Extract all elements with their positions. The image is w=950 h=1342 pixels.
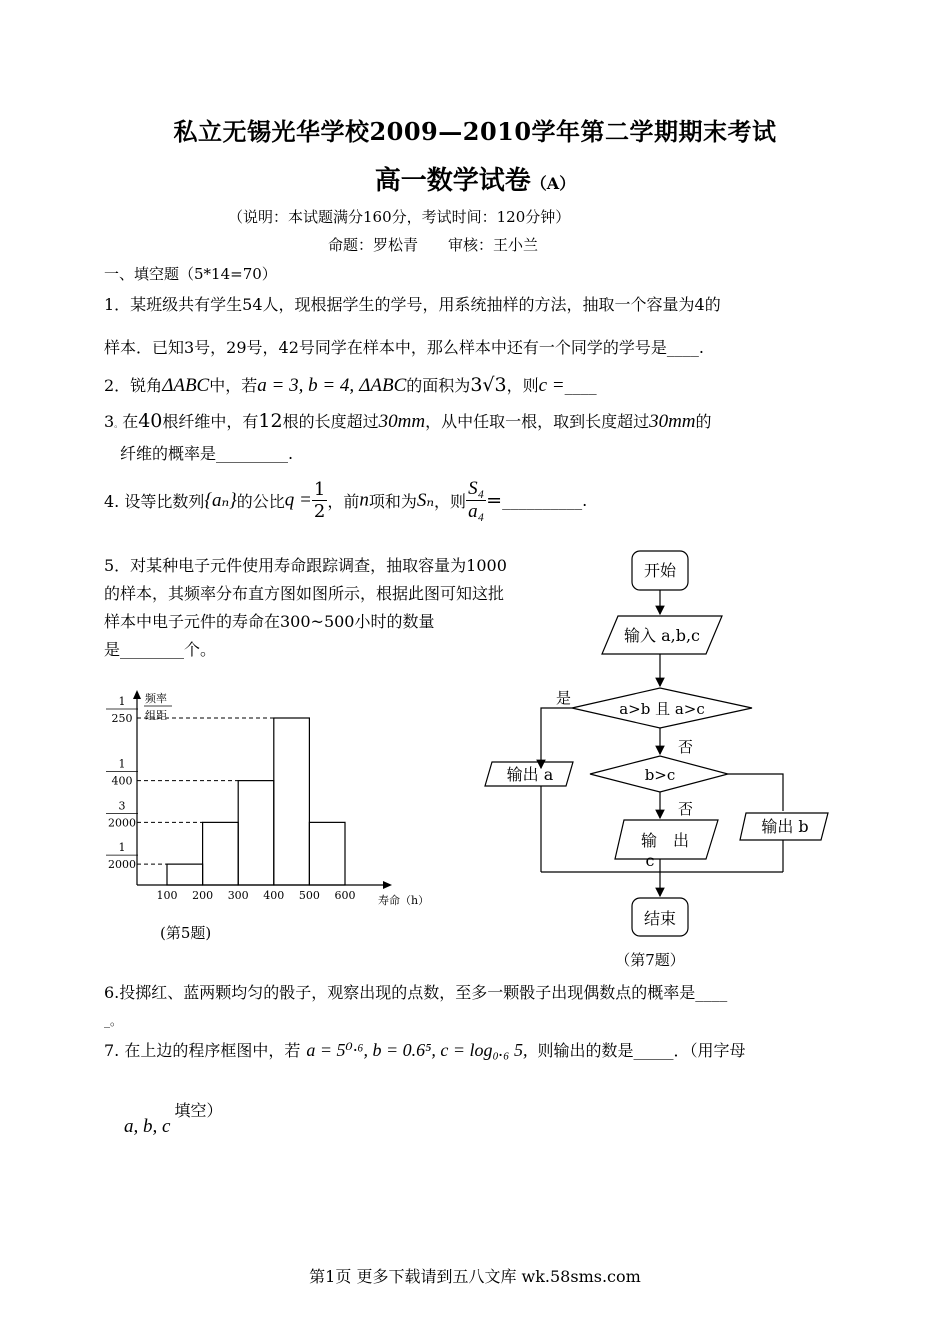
x-tick-label: 500 [298, 889, 320, 902]
q2-condition: a = 3, b = 4, [257, 375, 355, 396]
y-tick-num: 1 [118, 695, 126, 708]
q3-n40: 40 [138, 410, 163, 432]
exam-title: 私立无锡光华学校2009—2010学年第二学期期末考试 [173, 117, 777, 146]
edge-cond2-yes [728, 774, 783, 811]
y-tick-num: 1 [118, 757, 126, 771]
y-tick-den: 250 [111, 712, 133, 725]
q7-t1: 7. 在上边的程序框图中，若 [104, 1041, 301, 1060]
histogram-axes [133, 690, 392, 889]
x-tick-label: 200 [192, 889, 214, 902]
no2-label: 否 [678, 800, 694, 818]
q7-t3: 填空） [174, 1101, 223, 1120]
q3-t0: 在 [122, 412, 139, 431]
flowchart [470, 540, 830, 975]
q3-t4: 的 [695, 412, 712, 431]
start-label: 开始 [643, 561, 677, 580]
yes-label: 是 [556, 689, 572, 707]
q2-area-value: 3√3 [470, 374, 507, 396]
output-a-label: 输出 a [506, 765, 554, 784]
q4-target-num: S₄ [468, 478, 485, 499]
q4-sn: Sₙ [416, 490, 435, 511]
q2-c: c = [538, 375, 565, 396]
q7-expression: a = 5⁰·⁶, b = 0.6⁵, c = log₀.₆ 5, [306, 1040, 528, 1060]
q4-target-fraction [466, 478, 486, 523]
q4-ratio-den: 2 [313, 501, 326, 522]
q5-line4: 是________个。 [104, 640, 217, 659]
q3-n12: 12 [258, 410, 283, 432]
q4-eq: = [486, 489, 503, 512]
q6-line1: 6.投掷红、蓝两颗均匀的骰子，观察出现的点数，至多一颗骰子出现偶数点的概率是____ [104, 983, 728, 1002]
output-c-label-1: 输 出 [640, 831, 690, 850]
q4-line [104, 478, 587, 523]
flowchart-caption: （第7题） [615, 951, 685, 969]
y-tick-num: 1 [118, 841, 126, 855]
q5-line3: 样本中电子元件的寿命在300~500小时的数量 [104, 612, 435, 631]
histogram-bar [274, 718, 310, 885]
q7-line2 [124, 1098, 222, 1138]
section-heading: 一、填空题（5*14=70） [104, 265, 277, 283]
q3-length: 30mm [378, 411, 426, 432]
q2-prefix: 2．锐角 [104, 376, 163, 395]
q2-suffix: ，则 [506, 376, 539, 395]
input-label: 输入 a,b,c [623, 626, 701, 645]
end-label: 结束 [643, 909, 677, 928]
histogram-x-ticks [157, 889, 356, 902]
q3-length-2: 30mm [649, 411, 696, 432]
y-label-num: 频率 [145, 692, 167, 705]
q2-mid: 中，若 [209, 376, 258, 395]
histogram-bar [203, 822, 239, 885]
q2-blank: ____ [564, 376, 597, 395]
output-b-label: 输出 b [761, 817, 809, 836]
cond2-label: b>c [644, 766, 676, 784]
q7-vars: a, b, c [124, 1116, 171, 1137]
q4-ratio-num: 1 [313, 479, 326, 500]
q4-t4: 项和为 [368, 492, 417, 511]
x-tick-label: 100 [156, 889, 178, 902]
q4-t3: ，前 [327, 492, 360, 511]
histogram-y-ticks [106, 695, 138, 871]
q4-target-den: a₄ [468, 501, 485, 522]
paper-title-text: 高一数学试卷 [374, 166, 531, 196]
histogram-bar [167, 864, 203, 885]
q7-line1 [104, 1038, 746, 1061]
x-tick-label: 600 [334, 889, 356, 902]
y-tick-den: 400 [111, 774, 133, 788]
q3-line2: 纤维的概率是_________. [120, 444, 294, 463]
q2-triangle: ΔABC [162, 375, 210, 396]
x-axis-arrow [383, 881, 392, 889]
x-tick-label: 300 [227, 889, 249, 902]
x-tick-label: 400 [263, 889, 285, 902]
y-tick-den: 2000 [108, 816, 136, 830]
q4-q: q = [284, 489, 312, 511]
exam-authors: 命题：罗松青 审核：王小兰 [328, 236, 539, 254]
q3-number: 3 [104, 412, 115, 431]
q5-line1: 5．对某种电子元件使用寿命跟踪调查，抽取容量为1000 [104, 556, 507, 575]
paper-title [0, 160, 950, 197]
histogram-dashes [137, 718, 274, 864]
q4-t2: 的公比 [236, 492, 285, 511]
q3-t3: ，从中任取一根，取到长度超过 [425, 412, 650, 431]
q4-t5: ，则 [434, 492, 467, 511]
q4-sequence: {aₙ} [204, 490, 237, 511]
q1-line2: 样本．已知3号，29号，42号同学在样本中，那么样本中还有一个同学的学号是____. [104, 338, 704, 357]
output-c-label-2: c [645, 851, 655, 870]
q3-t1: 根纤维中，有 [162, 412, 259, 431]
q5-caption: (第5题) [160, 924, 212, 942]
cond1-label: a>b 且 a>c [619, 700, 705, 718]
q4-blank: __________. [502, 491, 588, 510]
q2-triangle-2: ΔABC [359, 375, 407, 396]
q4-t1: 4. 设等比数列 [104, 492, 205, 511]
exam-note: （说明：本试题满分160分，考试时间：120分钟） [228, 208, 571, 226]
q2-line [104, 373, 597, 397]
edge-cond1-yes [541, 708, 572, 768]
y-axis-arrow [133, 690, 141, 699]
histogram-chart [100, 688, 445, 918]
q7-t2: 则输出的数是_____．（用字母 [537, 1041, 746, 1060]
q3-t2: 根的长度超过 [282, 412, 379, 431]
q6-line2: _。 [104, 1014, 123, 1028]
q2-area-text: 的面积为 [406, 376, 471, 395]
q4-ratio-fraction [312, 479, 327, 522]
q5-line2: 的样本，其频率分布直方图如图所示，根据此图可知这批 [104, 584, 505, 603]
x-label: 寿命（h） [378, 894, 430, 907]
page-footer: 第1页 更多下载请到五八文库 wk.58sms.com [309, 1267, 641, 1286]
histogram-bars [167, 718, 345, 885]
histogram-bar [309, 822, 345, 885]
paper-version: （A） [530, 174, 576, 193]
y-tick-num: 3 [118, 799, 126, 813]
q1-line1: 1．某班级共有学生54人，现根据学生的学号，用系统抽样的方法，抽取一个容量为4的 [104, 295, 721, 314]
no1-label: 否 [678, 738, 694, 756]
q4-n: n [359, 489, 369, 511]
q3-line1: 3。在40根纤维中，有12根的长度超过30mm，从中任取一根，取到长度超过30mm的 [104, 410, 712, 432]
y-label-den: 组距 [145, 709, 167, 722]
y-tick-den: 2000 [108, 858, 136, 872]
histogram-bar [238, 781, 274, 885]
